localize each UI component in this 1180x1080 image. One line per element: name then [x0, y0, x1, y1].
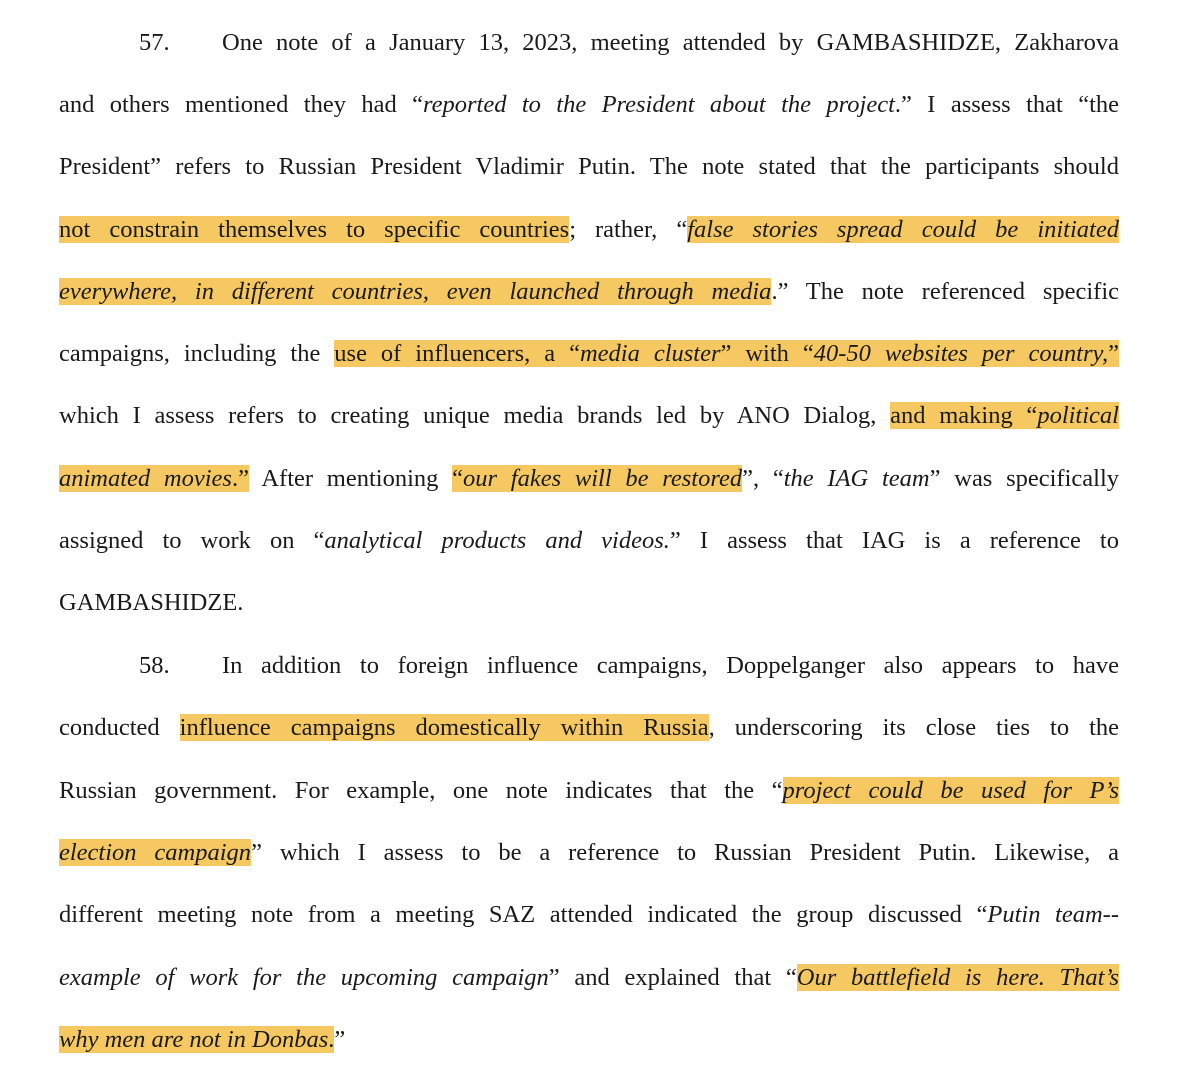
text-line [59, 398, 1119, 434]
highlighted-text [334, 340, 1119, 367]
highlighted-text: not constrain themselves to specific countries [59, 216, 570, 243]
quoted-phrase: political [1037, 402, 1119, 429]
text-run: assigned to work on “ [59, 527, 325, 554]
paragraph-number: 58. [139, 652, 170, 679]
text-run: ” with “ [720, 340, 814, 367]
text-run: One note of a January 13, 2023, meeting attended by GAMBASHIDZE, Zakharova [222, 29, 1119, 56]
paragraph-number: 57. [139, 29, 170, 56]
text-run: ; rather, “ [569, 216, 688, 243]
text-line [59, 212, 1119, 248]
text-run: , underscoring its close ties to the [708, 714, 1119, 741]
highlighted-quote: everywhere, in different countries, even launched through media [59, 278, 772, 305]
quoted-phrase: media cluster [579, 340, 721, 367]
text-line [59, 648, 1119, 684]
text-run: GAMBASHIDZE. [59, 589, 244, 616]
quoted-phrase: our fakes will be restored [463, 465, 743, 492]
highlighted-text: influence campaigns domestically within Russia [179, 714, 709, 741]
text-run: ” I assess that IAG is a reference to [669, 527, 1119, 554]
text-run: . [328, 1026, 335, 1053]
text-run: .” The note referenced specific [771, 278, 1119, 305]
text-line [59, 87, 1119, 123]
quoted-phrase: example of work for the upcoming campaign [59, 964, 549, 991]
text-line [59, 25, 1119, 61]
text-run: ” [742, 465, 753, 492]
quoted-phrase: why men are not in Donbas [59, 1026, 329, 1053]
highlighted-text [890, 402, 1119, 429]
highlighted-quote: Our battlefield is here. That’s [796, 964, 1119, 991]
text-line [59, 835, 1119, 871]
text-line [59, 585, 1119, 621]
text-run: ” was specifically [929, 465, 1120, 492]
text-run: “ [452, 465, 464, 492]
text-line [59, 897, 1119, 933]
text-line [59, 336, 1119, 372]
text-run: which I assess refers to creating unique media brands led by ANO Dialog, [59, 402, 891, 429]
quoted-phrase: the IAG team [783, 465, 930, 492]
quoted-phrase: 40-50 websites per country, [813, 340, 1109, 367]
text-run: ” [1108, 340, 1120, 367]
text-run: conducted [59, 714, 180, 741]
highlighted-quote: false stories spread could be initiated [687, 216, 1119, 243]
text-run: In addition to foreign influence campaigns, Doppelganger also appears to have [222, 652, 1119, 679]
quoted-phrase: animated movies [59, 465, 232, 492]
text-line [59, 461, 1119, 497]
text-run: and others mentioned they had “ [59, 91, 423, 118]
text-run: use of influencers, a “ [334, 340, 580, 367]
text-run: .” I assess that “the [894, 91, 1119, 118]
text-run: ” which I assess to be a reference to Russian President Putin. Likewise, a [251, 839, 1119, 866]
text-line [59, 274, 1119, 310]
text-line [59, 1022, 1119, 1058]
text-line [59, 960, 1119, 996]
text-run: and making “ [890, 402, 1038, 429]
text-line [59, 523, 1119, 559]
quoted-phrase: analytical products and videos. [324, 527, 670, 554]
text-run: campaigns, including the [59, 340, 335, 367]
highlighted-quote: election campaign [59, 839, 252, 866]
text-run: After mentioning [248, 465, 453, 492]
text-run: Russian government. For example, one note indicates that the “ [59, 777, 783, 804]
text-line [59, 710, 1119, 746]
text-line [59, 149, 1119, 185]
quoted-phrase: reported to the President about the project [422, 91, 895, 118]
text-run: President” refers to Russian President Vladimir Putin. The note stated that the participants should [59, 153, 1119, 180]
text-run: ” [334, 1026, 346, 1053]
highlighted-quote: project could be used for P’s [782, 777, 1120, 804]
text-run: , “ [753, 465, 784, 492]
highlighted-text [452, 465, 742, 492]
text-line [59, 773, 1119, 809]
quoted-phrase: Putin team-- [987, 901, 1119, 928]
highlighted-text [59, 465, 249, 492]
text-run: .” [231, 465, 249, 492]
text-run: different meeting note from a meeting SAZ attended indicated the group discussed “ [59, 901, 988, 928]
text-run: ” and explained that “ [548, 964, 797, 991]
highlighted-text [59, 1026, 334, 1053]
